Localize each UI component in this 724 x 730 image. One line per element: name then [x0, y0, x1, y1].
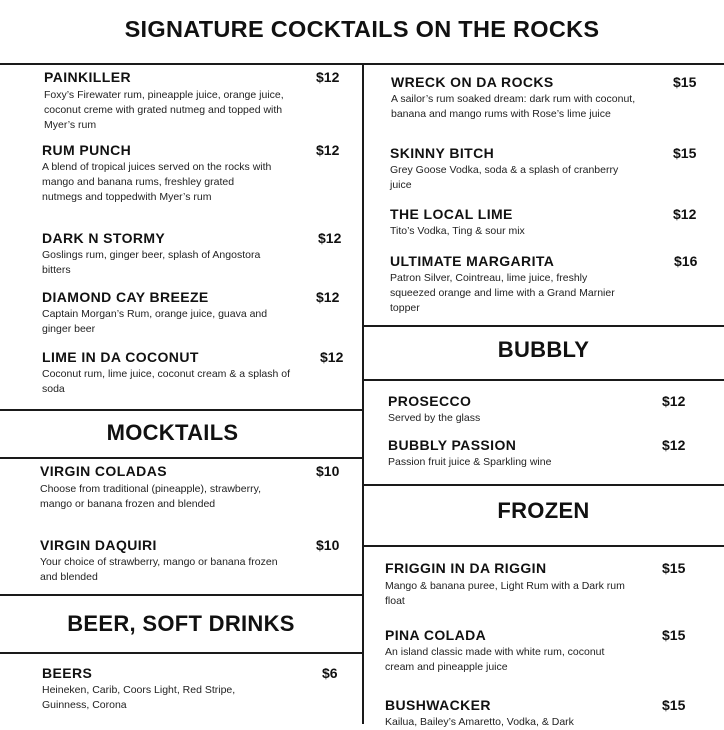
- item-name: LIME IN DA COCONUT: [42, 349, 199, 365]
- item-price: $12: [316, 142, 340, 158]
- column-divider: [362, 63, 364, 724]
- item-description: Choose from traditional (pineapple), strawberry, mango or banana frozen and blended: [40, 483, 261, 510]
- item-name: BEERS: [42, 665, 93, 681]
- beer-heading: BEER, SOFT DRINKS: [67, 611, 295, 636]
- item-name: RUM PUNCH: [42, 142, 132, 158]
- frozen-heading: FROZEN: [497, 498, 590, 523]
- item-description: Coconut rum, lime juice, coconut cream & a splash of soda: [42, 368, 291, 395]
- item-name: SKINNY BITCH: [390, 145, 495, 161]
- item-name: VIRGIN DAQUIRI: [40, 537, 157, 553]
- item-description: Goslings rum, ginger beer, splash of Angostora bitters: [42, 249, 261, 276]
- item-price: $12: [662, 393, 686, 409]
- item-description: Grey Goose Vodka, soda & a splash of cranberry juice: [390, 164, 619, 191]
- item-description: An island classic made with white rum, coconut cream and pineapple juice: [385, 646, 605, 673]
- mocktails-heading: MOCKTAILS: [106, 420, 239, 445]
- beer-top-rule: [0, 594, 362, 596]
- item-price: $6: [322, 665, 338, 681]
- item-description: Foxy’s Firewater rum, pineapple juice, orange juice, coconut creme with grated nutmeg and topped with Myer’s rum: [44, 89, 284, 131]
- item-price: $15: [662, 627, 686, 643]
- item-description: A blend of tropical juices served on the rocks with mango and banana rums, freshley grated nutmegs and toppedwith Myer’s rum: [42, 161, 272, 203]
- mocktails-bottom-rule: [0, 457, 362, 459]
- item-price: $15: [673, 145, 697, 161]
- item-price: $12: [673, 206, 697, 222]
- item-name: DARK N STORMY: [42, 230, 166, 246]
- item-description: Patron Silver, Cointreau, lime juice, freshly squeezed orange and lime with a Grand Marnier topper: [390, 272, 615, 314]
- item-name: FRIGGIN IN DA RIGGIN: [385, 560, 547, 576]
- menu-title: SIGNATURE COCKTAILS ON THE ROCKS: [124, 16, 600, 42]
- item-price: $15: [673, 74, 697, 90]
- item-name: VIRGIN COLADAS: [40, 463, 167, 479]
- item-description: Kailua, Bailey’s Amaretto, Vodka, & Dark: [385, 716, 574, 728]
- item-description: Passion fruit juice & Sparkling wine: [388, 456, 552, 468]
- item-price: $12: [320, 349, 344, 365]
- item-price: $12: [318, 230, 342, 246]
- item-name: WRECK ON DA ROCKS: [391, 74, 554, 90]
- item-price: $12: [662, 437, 686, 453]
- item-name: ULTIMATE MARGARITA: [390, 253, 555, 269]
- item-description: Your choice of strawberry, mango or banana frozen and blended: [40, 556, 278, 583]
- frozen-top-rule: [363, 484, 724, 486]
- item-name: THE LOCAL LIME: [390, 206, 513, 222]
- item-name: BUBBLY PASSION: [388, 437, 517, 453]
- item-price: $16: [674, 253, 698, 269]
- item-description: Served by the glass: [388, 412, 481, 424]
- item-name: PAINKILLER: [44, 69, 131, 85]
- item-name: PINA COLADA: [385, 627, 487, 643]
- item-price: $15: [662, 560, 686, 576]
- bubbly-bottom-rule: [363, 379, 724, 381]
- item-price: $12: [316, 69, 340, 85]
- item-description: Tito’s Vodka, Ting & sour mix: [390, 225, 525, 237]
- bubbly-heading: BUBBLY: [497, 337, 590, 362]
- item-description: Mango & banana puree, Light Rum with a Dark rum float: [385, 580, 625, 607]
- item-price: $15: [662, 697, 686, 713]
- item-description: Heineken, Carib, Coors Light, Red Stripe, Guinness, Corona: [42, 684, 236, 711]
- item-price: $10: [316, 537, 340, 553]
- item-description: Captain Morgan’s Rum, orange juice, guava and ginger beer: [42, 308, 268, 335]
- beer-bottom-rule: [0, 652, 362, 654]
- mocktails-top-rule: [0, 409, 362, 411]
- item-name: DIAMOND CAY BREEZE: [42, 289, 209, 305]
- item-name: PROSECCO: [388, 393, 472, 409]
- frozen-bottom-rule: [363, 545, 724, 547]
- item-price: $12: [316, 289, 340, 305]
- item-description: A sailor’s rum soaked dream: dark rum with coconut, banana and mango rums with Rose’s lime juice: [391, 93, 636, 120]
- item-name: BUSHWACKER: [385, 697, 491, 713]
- bubbly-top-rule: [363, 325, 724, 327]
- item-price: $10: [316, 463, 340, 479]
